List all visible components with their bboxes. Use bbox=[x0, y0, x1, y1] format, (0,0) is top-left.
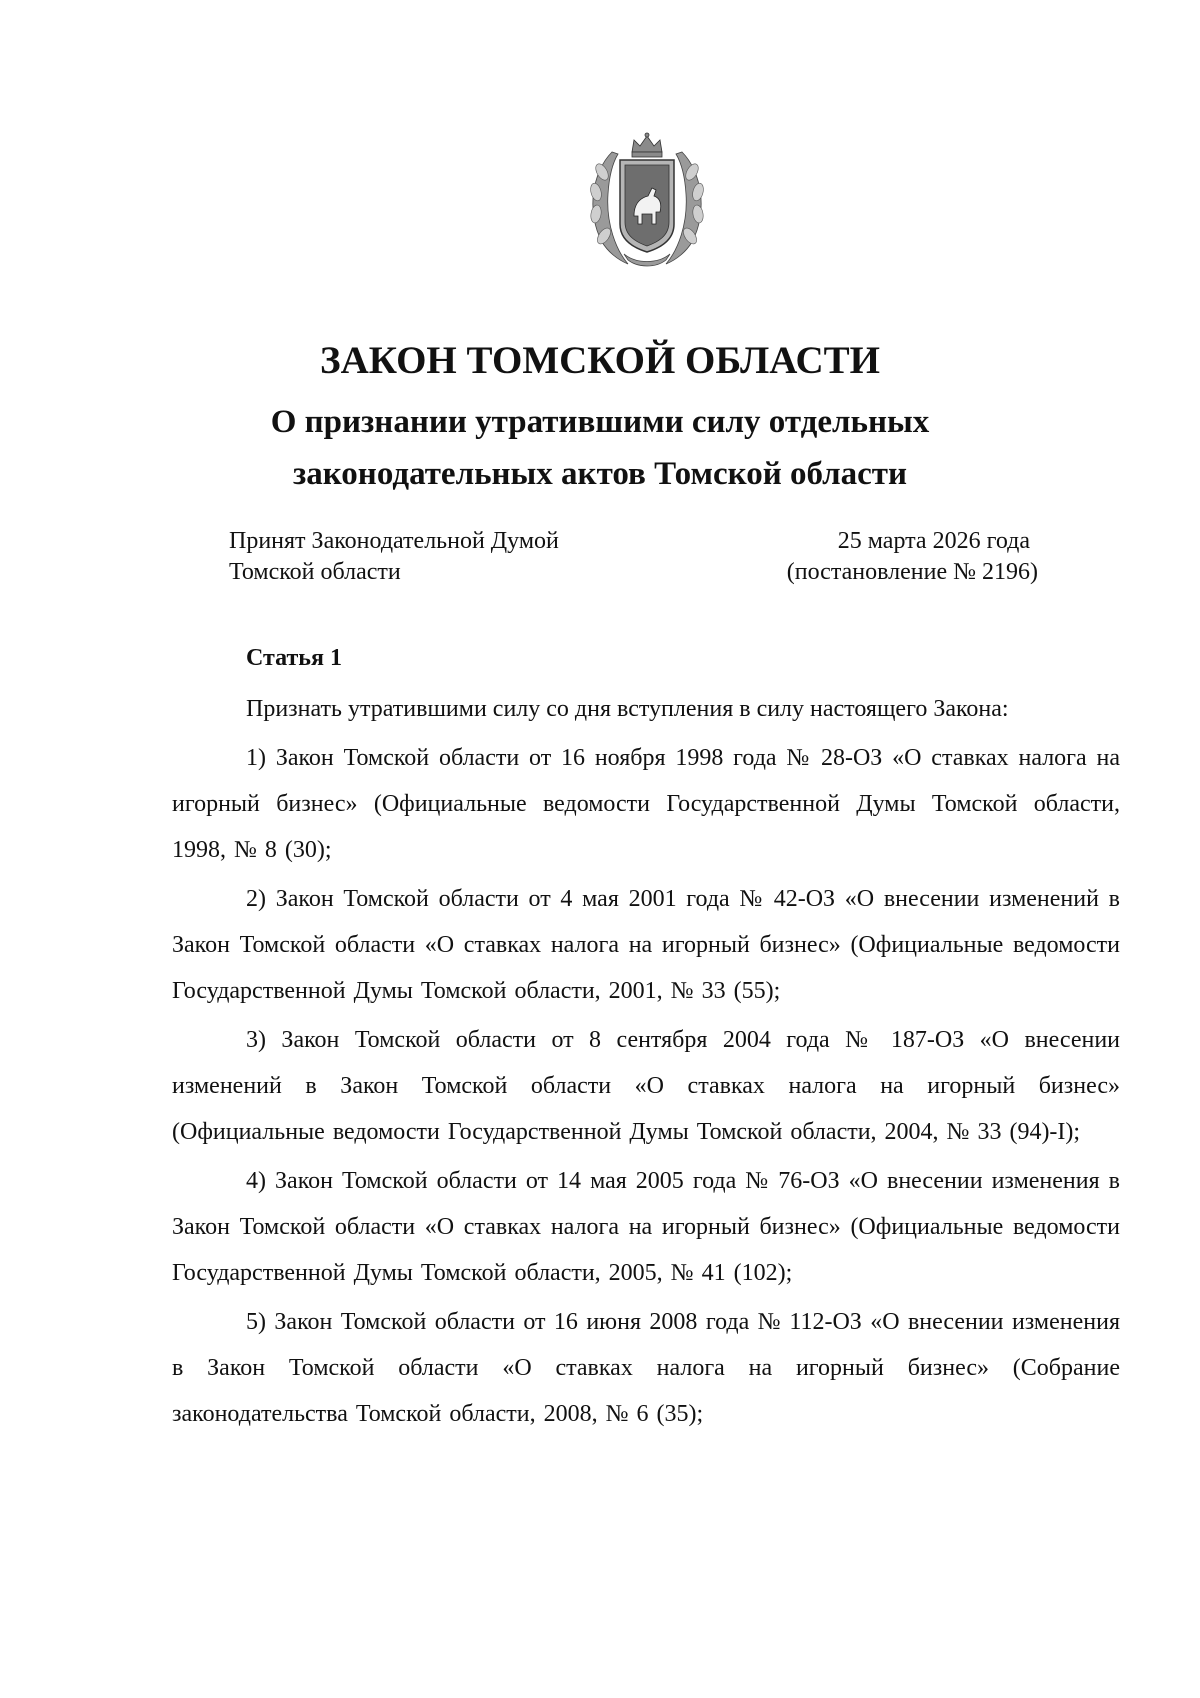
adoption-date: 25 марта 2026 года bbox=[837, 528, 1030, 554]
resolution-number: (постановление № 2196) bbox=[786, 559, 1038, 585]
law-subtitle bbox=[0, 396, 1200, 500]
list-item: 1) Закон Томской области от 16 ноября 1998 года № 28-ОЗ «О ставках налога на игорный бизнес» (Официальные ведомости Государственной Думы Томской области, 1998, № 8 (30); bbox=[172, 745, 1120, 863]
adopted-by-line-2: Томской области bbox=[229, 559, 401, 585]
coat-of-arms-emblem bbox=[572, 132, 722, 272]
law-title: ЗАКОН ТОМСКОЙ ОБЛАСТИ bbox=[320, 339, 880, 382]
adoption-date-block bbox=[786, 526, 1038, 588]
list-item: 5) Закон Томской области от 16 июня 2008 года № 112-ОЗ «О внесении изменения в Закон Томской области «О ставках налога на игорный бизнес» (Собрание законодательства Томской области, 2008, № 6 (35); bbox=[172, 1309, 1120, 1427]
adopted-by-line-1: Принят Законодательной Думой bbox=[229, 528, 559, 554]
law-subtitle-line-1: О признании утратившими силу отдельных bbox=[270, 404, 930, 440]
adopted-by-block bbox=[229, 526, 559, 588]
list-item: 3) Закон Томской области от 8 сентября 2004 года № 187-ОЗ «О внесении изменений в Закон Томской области «О ставках налога на игорный бизнес» (Официальные ведомости Государственной Думы Томской области, 2004, № 33 (94)-I); bbox=[172, 1027, 1120, 1145]
law-subtitle-line-2: законодательных актов Томской области bbox=[292, 456, 908, 492]
article-intro: Признать утратившими силу со дня вступления в силу настоящего Закона: bbox=[246, 696, 1009, 722]
list-item: 2) Закон Томской области от 4 мая 2001 года № 42-ОЗ «О внесении изменений в Закон Томской области «О ставках налога на игорный бизнес» (Официальные ведомости Государственной Думы Томской области, 2001, № 33 (55); bbox=[172, 886, 1120, 1004]
article-1 bbox=[172, 642, 1120, 1440]
list-item: 4) Закон Томской области от 14 мая 2005 года № 76-ОЗ «О внесении изменения в Закон Томской области «О ставках налога на игорный бизнес» (Официальные ведомости Государственной Думы Томской области, 2005, № 41 (102); bbox=[172, 1168, 1120, 1286]
article-title: Статья 1 bbox=[246, 645, 342, 671]
